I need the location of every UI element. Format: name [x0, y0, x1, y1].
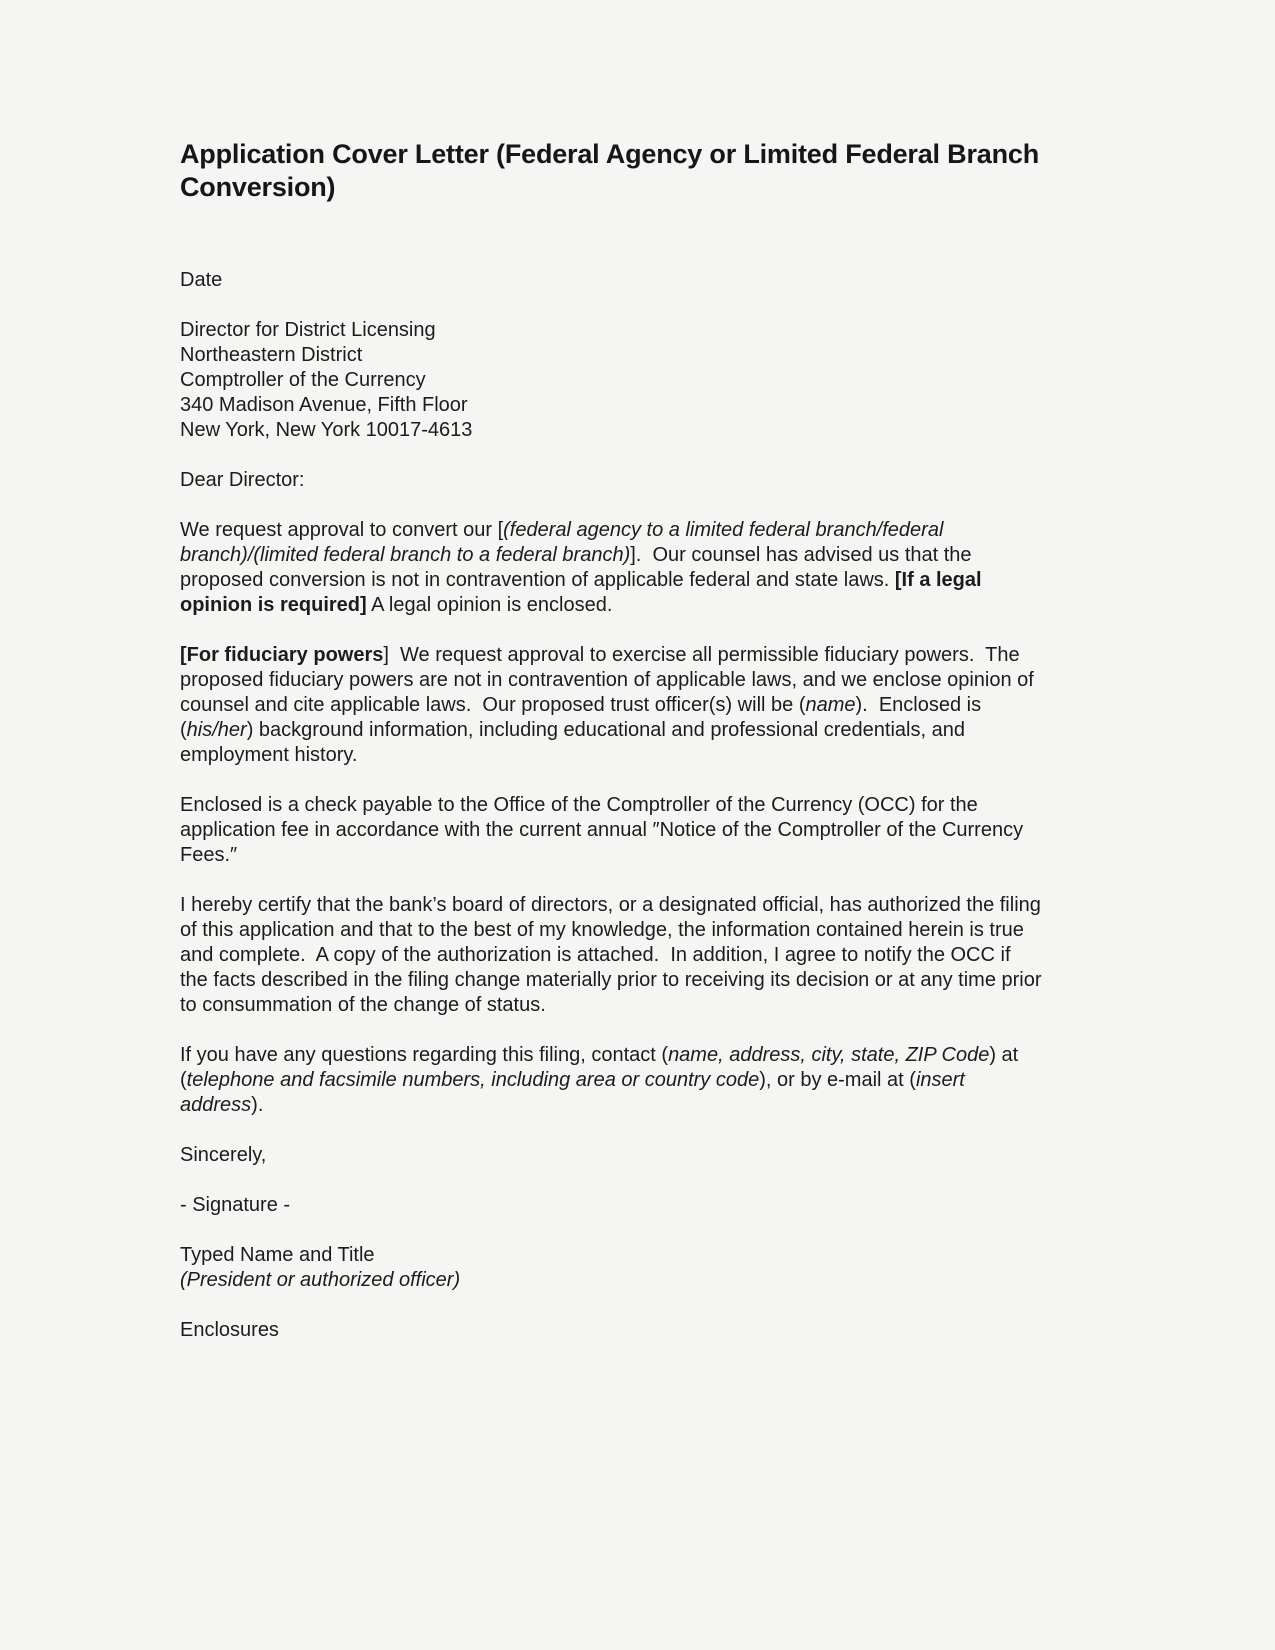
recipient-line-street: 340 Madison Avenue, Fifth Floor	[180, 394, 468, 416]
recipient-line-office: Director for District Licensing	[180, 319, 436, 341]
text-run: ). Enclosed is (	[180, 694, 987, 741]
letter-title: Application Cover Letter (Federal Agency or Limited Federal Branch Conversion)	[180, 139, 1039, 202]
italic-run: his/her	[186, 719, 247, 741]
enclosures: Enclosures	[180, 1319, 279, 1341]
italic-run: (federal agency to a limited federal branch/federal branch)/(limited federal branch to a federal branch)	[180, 519, 949, 566]
paragraph-certification	[180, 893, 1048, 1018]
typed-name: Typed Name and Title	[180, 1244, 375, 1266]
paragraph-conversion-request	[180, 518, 1042, 618]
bold-run: [For fiduciary powers	[180, 644, 384, 666]
italic-run: name	[805, 694, 856, 716]
bold-run: [If a legal opinion is required]	[180, 569, 988, 616]
closing: Sincerely,	[180, 1144, 267, 1166]
recipient-line-agency: Comptroller of the Currency	[180, 369, 426, 391]
salutation: Dear Director:	[180, 469, 305, 491]
recipient-line-city: New York, New York 10017-4613	[180, 419, 473, 441]
paragraph-fee-check	[180, 793, 1042, 868]
text-run: If you have any questions regarding this filing, contact (	[180, 1044, 669, 1066]
recipient-line-district: Northeastern District	[180, 344, 363, 366]
text-run: ]. Our counsel has advised us that the proposed conversion is not in contravention of applicable federal and state laws.	[180, 544, 978, 591]
text-run: We request approval to convert our [	[180, 519, 504, 541]
typed-name-block	[180, 1243, 1042, 1293]
text-run: Enclosed is a check payable to the Office of the Comptroller of the Currency (OCC) for the application fee in accordance with the current annual ″Notice of the Comptroller of the Currency Fees.″	[180, 794, 1029, 866]
recipient-address	[180, 318, 1042, 443]
text-run: ), or by e-mail at (	[759, 1069, 916, 1091]
letter-content	[180, 138, 1048, 1368]
text-run: ] We request approval to exercise all permissible fiduciary powers. The proposed fiduciary powers are not in contravention of applicable laws, and we enclose opinion of counsel and cite applicable laws. Our proposed trust officer(s) will be (	[180, 644, 1040, 716]
text-run: ).	[251, 1094, 264, 1116]
text-run: A legal opinion is enclosed.	[366, 594, 613, 616]
italic-run: name, address, city, state, ZIP Code	[668, 1044, 990, 1066]
date-placeholder: Date	[180, 269, 223, 291]
paragraph-contact-info	[180, 1043, 1042, 1118]
paragraph-fiduciary-powers	[180, 643, 1042, 768]
text-run: ) background information, including educational and professional credentials, and employment history.	[180, 719, 971, 766]
text-run: I hereby certify that the bank’s board of directors, or a designated official, has authorized the filing of this application and that to the best of my knowledge, the information contained herein is true and complete. A copy of the authorization is attached. In addition, I agree to notify the OCC if the facts described in the filing change materially prior to receiving its decision or at any time prior to consummation of the change of status.	[180, 894, 1048, 1016]
typed-title: (President or authorized officer)	[180, 1269, 461, 1291]
signature-placeholder: - Signature -	[180, 1194, 291, 1216]
text-run: ) at (	[180, 1044, 1024, 1091]
italic-run: telephone and facsimile numbers, including area or country code	[186, 1069, 760, 1091]
italic-run: insert address	[180, 1069, 971, 1116]
